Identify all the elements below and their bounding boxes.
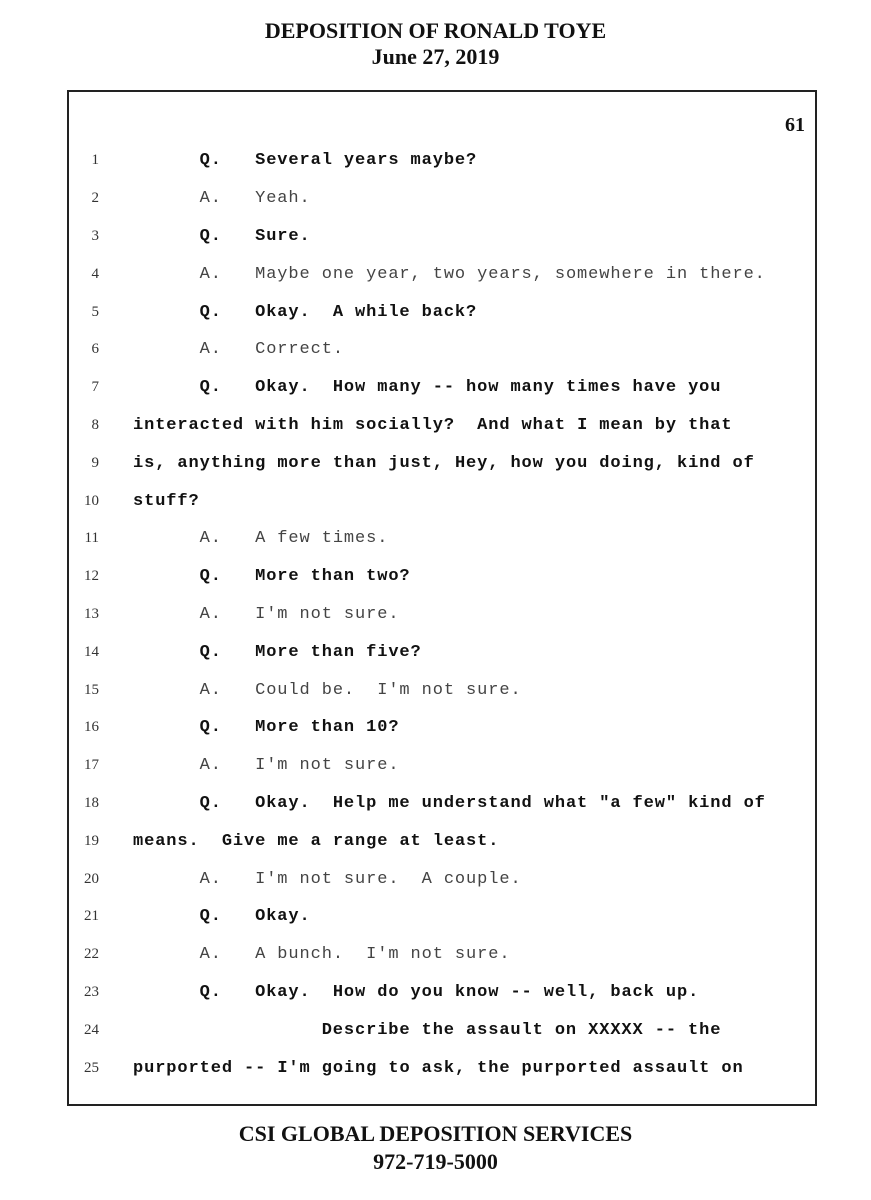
document-header (0, 18, 871, 70)
line-number: 5 (91, 303, 99, 320)
line-number: 4 (91, 265, 99, 282)
line-number: 8 (91, 416, 99, 433)
transcript-line (67, 974, 817, 1012)
line-number: 14 (84, 643, 99, 660)
question-text: stuff? (133, 491, 200, 511)
question-text: Q. Sure. (199, 226, 311, 246)
transcript-line (67, 293, 817, 331)
transcript-line (67, 444, 817, 482)
line-number: 19 (84, 832, 99, 849)
line-number: 20 (84, 870, 99, 887)
transcript-line (67, 898, 817, 936)
transcript-line (67, 255, 817, 293)
transcript-line (67, 596, 817, 634)
transcript-line (67, 822, 817, 860)
line-number: 2 (91, 190, 99, 207)
answer-text: A. Could be. I'm not sure. (199, 680, 522, 700)
question-text: Q. Okay. (199, 907, 311, 927)
line-number: 18 (84, 794, 99, 811)
question-text: Q. Okay. How many -- how many times have you (199, 378, 722, 398)
footer-company: CSI GLOBAL DEPOSITION SERVICES (238, 1121, 633, 1146)
transcript-line (67, 558, 817, 596)
transcript-line (67, 747, 817, 785)
deposition-title: DEPOSITION OF RONALD TOYE (264, 18, 607, 43)
answer-text: A. I'm not sure. (199, 756, 400, 776)
answer-text: A. A bunch. I'm not sure. (199, 945, 511, 965)
line-number: 11 (84, 530, 99, 547)
line-number: 25 (84, 1059, 99, 1076)
answer-text: A. Maybe one year, two years, somewhere in there. (199, 264, 766, 284)
question-text: interacted with him socially? And what I mean by that (133, 415, 733, 435)
line-number: 3 (91, 227, 99, 244)
line-number: 1 (91, 152, 99, 169)
line-number: 21 (84, 908, 99, 925)
question-text: Q. Several years maybe? (199, 151, 478, 171)
transcript-line (67, 407, 817, 445)
line-number: 17 (84, 757, 99, 774)
transcript-line (67, 1049, 817, 1087)
transcript-line (67, 633, 817, 671)
transcript-line (67, 369, 817, 407)
transcript-lines (67, 142, 817, 1087)
line-number: 24 (84, 1021, 99, 1038)
document-footer (0, 1120, 871, 1176)
line-number: 13 (84, 605, 99, 622)
line-number: 15 (84, 681, 99, 698)
line-number: 22 (84, 946, 99, 963)
page-number: 61 (785, 114, 805, 136)
question-text: means. Give me a range at least. (133, 831, 500, 851)
question-text: Q. More than five? (199, 642, 422, 662)
transcript-line (67, 482, 817, 520)
question-text: purported -- I'm going to ask, the purported assault on (133, 1058, 744, 1078)
answer-text: A. A few times. (199, 529, 389, 549)
question-text: Q. Okay. How do you know -- well, back up. (199, 982, 700, 1002)
line-number: 23 (84, 983, 99, 1000)
question-text: Q. Okay. Help me understand what "a few" kind of (199, 793, 766, 813)
answer-text: A. I'm not sure. A couple. (199, 869, 522, 889)
line-number: 9 (91, 454, 99, 471)
answer-text: A. Yeah. (199, 189, 311, 209)
line-number: 12 (84, 568, 99, 585)
transcript-line (67, 936, 817, 974)
question-text: Q. More than two? (199, 567, 411, 587)
line-number: 16 (84, 719, 99, 736)
footer-phone: 972-719-5000 (373, 1149, 498, 1174)
question-text: Q. More than 10? (199, 718, 400, 738)
question-text: Q. Okay. A while back? (199, 302, 478, 322)
question-text: Describe the assault on XXXXX -- the (321, 1020, 722, 1040)
transcript-line (67, 520, 817, 558)
line-number: 10 (84, 492, 99, 509)
transcript-line (67, 142, 817, 180)
transcript-line (67, 860, 817, 898)
transcript-line (67, 709, 817, 747)
question-text: is, anything more than just, Hey, how you doing, kind of (133, 453, 755, 473)
transcript-line (67, 180, 817, 218)
answer-text: A. Correct. (199, 340, 344, 360)
transcript-line (67, 671, 817, 709)
answer-text: A. I'm not sure. (199, 604, 400, 624)
transcript-line (67, 218, 817, 256)
transcript-line (67, 331, 817, 369)
deposition-date: June 27, 2019 (371, 44, 500, 69)
line-number: 6 (91, 341, 99, 358)
line-number: 7 (91, 379, 99, 396)
transcript-line (67, 785, 817, 823)
transcript-line (67, 1011, 817, 1049)
